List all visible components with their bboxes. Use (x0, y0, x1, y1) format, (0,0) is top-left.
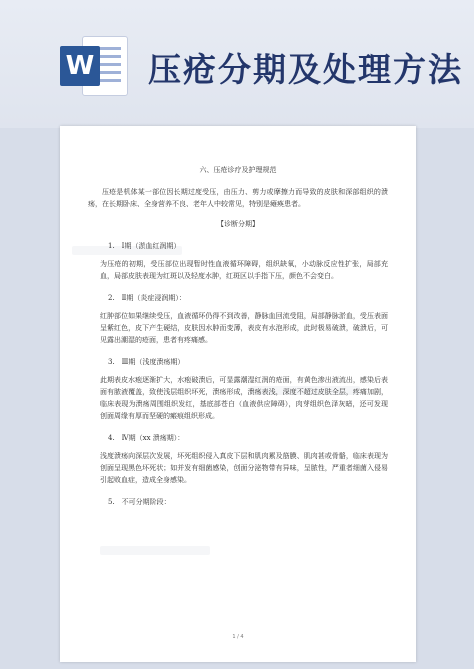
stage-body: 此期表皮水疱逐渐扩大，水疱破溃后，可显露潮湿红润的疮面，有黄色渗出液流出，感染后表面有脓液覆盖，致使浅层组织坏死，溃疡形成，溃疡表浅，深度不超过皮肤全层，疼痛加剧，临床表现为溃疡周围组织发红，基底部苍白（血液供应障碍），肉芽组织色泽灰暗，还可发现创面周缘有厚而坚硬的瘢痕组织形成。 (100, 376, 388, 420)
word-document-icon (60, 36, 128, 96)
stage-heading: 3. Ⅲ期（浅度溃疡期） (108, 358, 185, 366)
section-heading: 六、压疮诊疗及护理规范 (199, 166, 277, 174)
stage-heading: 2. Ⅱ期（炎症浸润期）： (108, 294, 186, 302)
stage-heading: 4. Ⅳ期（xx 溃疡期）： (108, 434, 185, 442)
intro-paragraph: 压疮是机体某一部位因长期过度受压，由压力、剪力或摩擦力而导致的皮肤和深部组织的溃疡，在长期卧床、全身营养不良、老年人中较常见，特别是瘫痪患者。 (88, 188, 388, 208)
stage-body: 红肿部位如果继续受压，血液循环仍得不到改善，静脉血回流受阻，局部静脉淤血，受压表面呈紫红色，皮下产生硬结，皮肤因水肿而变薄，表皮有水泡形成，此时极易破溃，破溃后，可见露出潮湿的疮面，患者有疼痛感。 (100, 312, 388, 344)
stage-heading: 5. 不可分期阶段： (108, 498, 171, 506)
stage-body: 为压疮的初期，受压部位出现暂时性血液循环障碍，组织缺氧，小动脉反应性扩张，局部充血，局部皮肤表现为红斑以及轻度水肿，红斑区以手指下压，颜色不会变白。 (100, 260, 388, 280)
header-banner (0, 0, 474, 128)
stage-heading: 1. Ⅰ期（淤血红润期） (108, 242, 181, 250)
diagnosis-title: 【诊断分期】 (217, 220, 259, 228)
document-page (60, 126, 416, 662)
document-body (88, 164, 388, 518)
word-logo: W (60, 46, 100, 86)
page-number: 1 / 4 (232, 634, 244, 640)
stage-body: 浅度溃疡向深层次发展，坏死组织侵入真皮下层和肌肉累及筋膜、肌肉甚或骨骼，临床表现为创面呈现黑色坏死状；如并发有细菌感染，创面分泌物带有异味，呈脓性，严重者细菌入侵易引起败血症，造成全身感染。 (100, 452, 388, 484)
document-title: 压疮分期及处理方法 (148, 50, 463, 89)
watermark (100, 546, 210, 555)
